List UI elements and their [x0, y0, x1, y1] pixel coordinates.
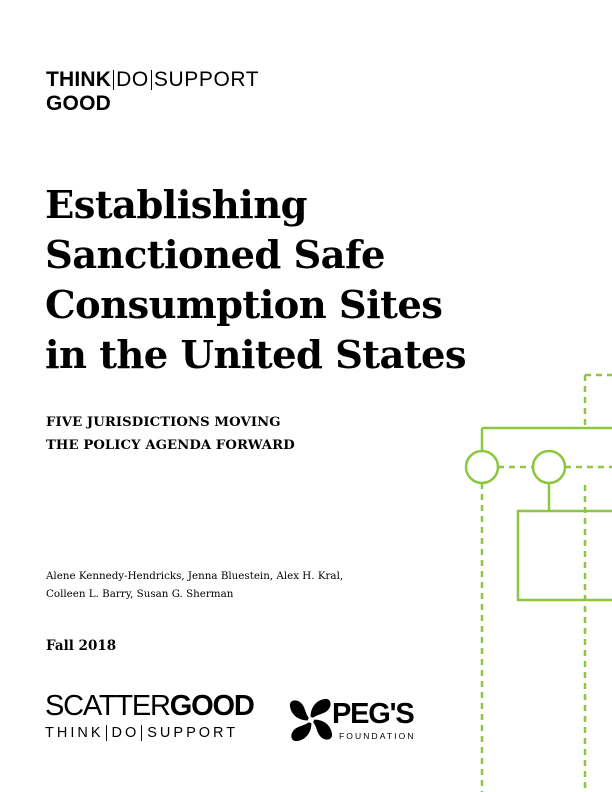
logo-good: GOOD: [46, 92, 111, 115]
logo-divider: [113, 70, 114, 90]
report-title: [45, 181, 485, 381]
publication-date: Fall 2018: [46, 638, 117, 654]
tagline-divider: [106, 725, 107, 741]
logo-do: DO: [116, 68, 149, 91]
scattergood-tagline: [45, 725, 254, 741]
wordmark-good: GOOD: [169, 690, 254, 722]
report-subtitle: [46, 411, 295, 457]
scattergood-wordmark: [45, 690, 254, 722]
title-line: in the United States: [45, 333, 466, 378]
wordmark-scatter: SCATTER: [45, 690, 170, 722]
authors: [46, 567, 343, 603]
scattergood-logo: [45, 690, 254, 741]
tagline-support: SUPPORT: [147, 725, 239, 741]
title-line: Consumption Sites: [45, 283, 443, 328]
authors-line: Alene Kennedy-Hendricks, Jenna Bluestein, Alex H. Kral,: [46, 570, 344, 582]
subtitle-line: THE POLICY AGENDA FORWARD: [46, 438, 295, 453]
title-line: Sanctioned Safe: [45, 233, 385, 278]
logo-support: SUPPORT: [153, 68, 260, 91]
foundation-label: FOUNDATION: [339, 731, 416, 741]
subtitle-line: FIVE JURISDICTIONS MOVING: [46, 415, 281, 430]
tagline-divider: [141, 725, 142, 741]
think-do-support-good-logo: [46, 68, 259, 116]
title-line: Establishing: [45, 183, 307, 228]
logo-think: THINK: [46, 68, 112, 91]
tagline-do: DO: [111, 725, 140, 741]
tagline-think: THINK: [45, 725, 104, 741]
authors-line: Colleen L. Barry, Susan G. Sherman: [46, 588, 234, 600]
pegs-wordmark: PEG'S: [332, 698, 414, 730]
logo-divider: [151, 70, 152, 90]
pinwheel-icon: [286, 695, 336, 745]
